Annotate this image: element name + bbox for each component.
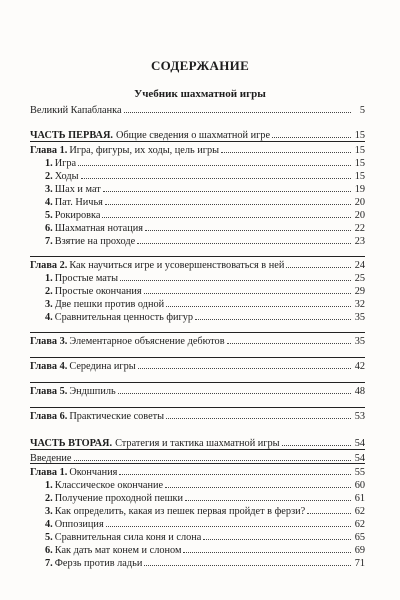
page-number: 53 — [354, 411, 365, 422]
chapter-number: Глава 1. — [30, 467, 68, 478]
leader-dots — [118, 384, 351, 394]
part-title: Общие сведения о шахматной игре — [116, 130, 271, 141]
leader-dots — [145, 221, 351, 231]
section-number: 1. — [45, 158, 53, 169]
page-number: 5 — [359, 105, 365, 116]
page-title: СОДЕРЖАНИЕ — [150, 58, 250, 73]
section-title: Рокировка — [54, 210, 101, 221]
page-number: 32 — [354, 299, 365, 310]
section-number: 3. — [45, 506, 53, 517]
leader-dots — [120, 271, 351, 281]
section-title: Простые маты — [54, 273, 119, 284]
toc-section — [45, 234, 365, 247]
section-title: Получение проходной пешки — [54, 493, 184, 504]
toc-section — [45, 221, 365, 234]
section-title: Ферзь против ладьи — [54, 558, 143, 569]
page-number: 20 — [354, 210, 365, 221]
chapter-title: Середина игры — [69, 361, 136, 372]
section-number: 1. — [45, 480, 53, 491]
leader-dots — [307, 504, 351, 514]
toc-section — [45, 284, 365, 297]
section-number: 4. — [45, 197, 53, 208]
page-number: 35 — [354, 312, 365, 323]
toc-section — [45, 517, 365, 530]
page-number: 35 — [354, 336, 365, 347]
section-title: Как определить, какая из пешек первая пройдет в ферзи? — [54, 506, 306, 517]
page-number: 20 — [354, 197, 365, 208]
section-number: 6. — [45, 223, 53, 234]
toc-entry-text: Великий Капабланка — [30, 105, 122, 116]
leader-dots — [74, 451, 351, 461]
leader-dots — [144, 284, 351, 294]
leader-dots — [165, 478, 351, 488]
toc-chapter-5 — [30, 382, 365, 397]
leader-dots — [195, 310, 351, 320]
toc-section — [45, 491, 365, 504]
toc-section — [45, 297, 365, 310]
toc-section — [45, 530, 365, 543]
toc-section — [45, 169, 365, 182]
toc-section — [45, 182, 365, 195]
page-number: 22 — [354, 223, 365, 234]
leader-dots — [102, 208, 351, 218]
leader-dots — [105, 195, 351, 205]
section-number: 3. — [45, 299, 53, 310]
page-number: 62 — [354, 519, 365, 530]
chapter-title: Эндшпиль — [69, 386, 116, 397]
section-title: Пат. Ничья — [54, 197, 103, 208]
chapter-number: Глава 1. — [30, 145, 68, 156]
leader-dots — [166, 409, 351, 419]
leader-dots — [227, 334, 351, 344]
leader-dots — [183, 543, 351, 553]
toc-part-two — [30, 436, 365, 449]
part-label: ЧАСТЬ ВТОРАЯ. — [30, 438, 113, 449]
page-number: 25 — [354, 273, 365, 284]
leader-dots — [78, 156, 351, 166]
chapter-number: Глава 5. — [30, 386, 68, 397]
page-number: 19 — [354, 184, 365, 195]
page-number: 61 — [354, 493, 365, 504]
toc-chapter-3 — [30, 332, 365, 347]
page-number: 54 — [354, 453, 365, 464]
chapter-title: Элементарное объяснение дебютов — [69, 336, 225, 347]
leader-dots — [119, 465, 351, 475]
chapter-title: Как научиться игре и усовершенствоваться в ней — [69, 260, 285, 271]
section-number: 2. — [45, 171, 53, 182]
toc-entry-text: Введение — [30, 453, 72, 464]
toc-part-one — [30, 128, 365, 141]
toc-section — [45, 156, 365, 169]
section-number: 7. — [45, 558, 53, 569]
section-number: 7. — [45, 236, 53, 247]
section-number: 2. — [45, 286, 53, 297]
page-number: 62 — [354, 506, 365, 517]
leader-dots — [103, 182, 351, 192]
leader-dots — [144, 556, 351, 566]
part-title: Стратегия и тактика шахматной игры — [115, 438, 280, 449]
toc-chapter-6 — [30, 407, 365, 422]
part-label: ЧАСТЬ ПЕРВАЯ. — [30, 130, 113, 141]
page-number: 24 — [354, 260, 365, 271]
section-number: 4. — [45, 312, 53, 323]
page-number: 48 — [354, 386, 365, 397]
leader-dots — [137, 234, 351, 244]
toc-section — [45, 543, 365, 556]
page-number: 15 — [354, 145, 365, 156]
toc-section — [45, 208, 365, 221]
page-number: 29 — [354, 286, 365, 297]
section-number: 3. — [45, 184, 53, 195]
leader-dots — [81, 169, 351, 179]
section-title: Две пешки против одной — [54, 299, 165, 310]
leader-dots — [282, 436, 351, 446]
section-title: Простые окончания — [54, 286, 142, 297]
section-title: Шах и мат — [54, 184, 101, 195]
section-number: 6. — [45, 545, 53, 556]
page-number: 23 — [354, 236, 365, 247]
section-number: 2. — [45, 493, 53, 504]
page-number: 15 — [354, 171, 365, 182]
section-title: Сравнительная ценность фигур — [54, 312, 194, 323]
page-number: 71 — [354, 558, 365, 569]
page-number: 42 — [354, 361, 365, 372]
toc-part2-chapter-1 — [30, 463, 365, 478]
toc-chapter-4 — [30, 357, 365, 372]
leader-dots — [124, 103, 351, 113]
leader-dots — [272, 128, 351, 138]
section-title: Классическое окончание — [54, 480, 164, 491]
leader-dots — [203, 530, 351, 540]
toc-section — [45, 310, 365, 323]
chapter-title: Практические советы — [69, 411, 165, 422]
page-number: 54 — [354, 438, 365, 449]
chapter-number: Глава 3. — [30, 336, 68, 347]
toc-entry-introduction — [30, 449, 365, 464]
section-number: 5. — [45, 210, 53, 221]
leader-dots — [286, 258, 351, 268]
leader-dots — [221, 143, 351, 153]
section-title: Сравнительная сила коня и слона — [54, 532, 202, 543]
section-number: 5. — [45, 532, 53, 543]
chapter-number: Глава 6. — [30, 411, 68, 422]
toc-chapter-2 — [30, 256, 365, 271]
section-title: Шахматная нотация — [54, 223, 143, 234]
toc-section — [45, 478, 365, 491]
section-title: Ходы — [54, 171, 79, 182]
leader-dots — [185, 491, 351, 501]
page-number: 15 — [354, 130, 365, 141]
page-number: 69 — [354, 545, 365, 556]
toc-entry-intro — [30, 103, 365, 116]
leader-dots — [106, 517, 351, 527]
chapter-number: Глава 4. — [30, 361, 68, 372]
section-title: Взятие на проходе — [54, 236, 136, 247]
chapter-title: Игра, фигуры, их ходы, цель игры — [69, 145, 220, 156]
toc-section — [45, 556, 365, 569]
toc-chapter-1 — [30, 141, 365, 156]
toc-section — [45, 195, 365, 208]
section-number: 4. — [45, 519, 53, 530]
page-number: 60 — [354, 480, 365, 491]
toc-section — [45, 271, 365, 284]
page-number: 15 — [354, 158, 365, 169]
page-number: 55 — [354, 467, 365, 478]
section-title: Игра — [54, 158, 77, 169]
leader-dots — [166, 297, 351, 307]
page-number: 65 — [354, 532, 365, 543]
toc-section — [45, 504, 365, 517]
chapter-number: Глава 2. — [30, 260, 68, 271]
section-title: Оппозиция — [54, 519, 104, 530]
book-subtitle: Учебник шахматной игры — [134, 88, 266, 100]
leader-dots — [138, 359, 351, 369]
chapter-title: Окончания — [69, 467, 118, 478]
section-number: 1. — [45, 273, 53, 284]
section-title: Как дать мат конем и слоном — [54, 545, 182, 556]
